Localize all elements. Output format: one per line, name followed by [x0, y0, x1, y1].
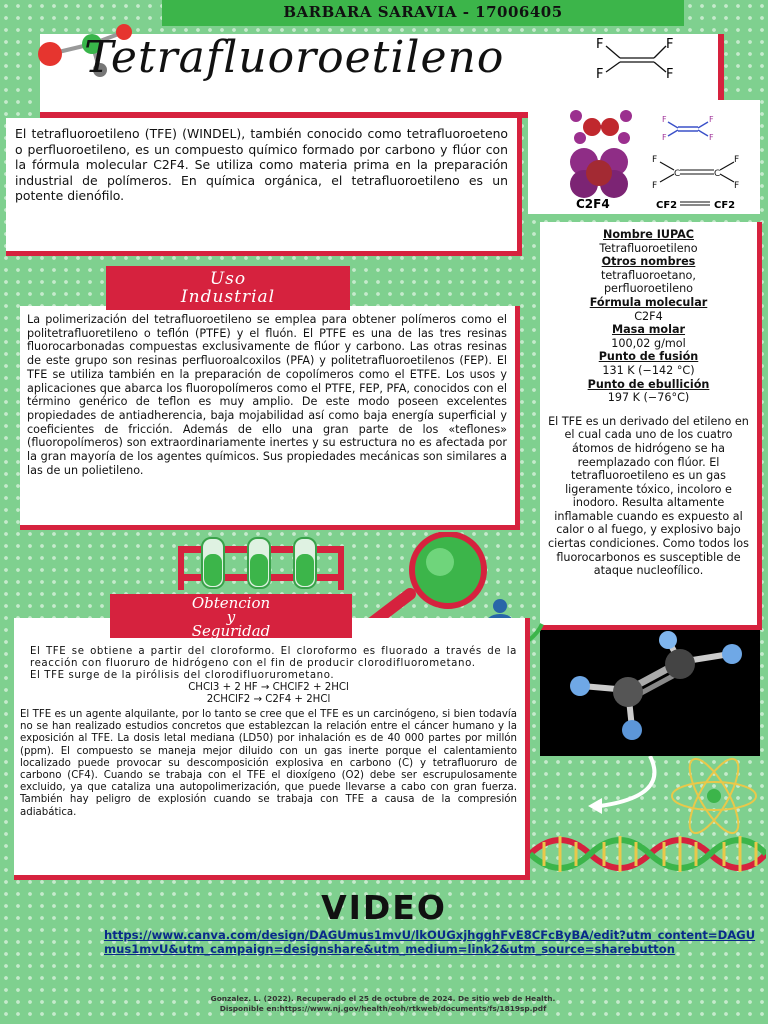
melting-point-label: Punto de fusión [598, 350, 699, 364]
svg-text:F: F [709, 115, 714, 124]
citation-line-2: Disponible en:https://www.nj.gov/health/eoh/rtkweb/documents/fs/1819sp.pdf [219, 1004, 547, 1013]
other-names-value-1: tetrafluoroetano, [601, 268, 696, 282]
svg-text:F: F [662, 115, 667, 124]
svg-text:F: F [734, 181, 740, 191]
formula-label: Fórmula molecular [589, 295, 708, 309]
obtencion-heading [110, 594, 352, 638]
boiling-point-value: 197 K (−76°C) [607, 391, 690, 405]
boiling-point-label: Punto de ebullición [587, 377, 710, 391]
uso-industrial-text: La polimerización del tetrafluoroetileno se emplea para obtener polímeros como el politetrafluoretileno o teflón (PTFE) y el fluón. El PTFE es una de las tres resinas fluorocarbonadas compuestas exclusivamente de flúor y carbono. Las otras resinas de este grupo son resinas perfluoroalcoxilos (PFA) y politetrafluoroetilenos (FEP). El TFE se utiliza también en la preparación de copolímeros como el ETFE. Los usos y aplicaciones que abarca los fluoropolímeros como el PTFE, FEP, PFA, conocidos con el término genérico de teflon es muy amplio. De este modo poseen excelentes propiedades de antiadherencia, baja mojabilidad así como baja energía superficial y coeficientes de fricción. Además de ello una gran parte de los «teflones» (fluoropolímeros) son extraordinariamente inertes y su estructura no es afectada por la gran mayoría de los agentes químicos. Sus propiedades mecánicas son similares a las de un polietileno. [27, 313, 507, 477]
bond-left-label: CF2 [656, 200, 678, 211]
svg-text:C: C [674, 169, 681, 179]
molar-mass-label: Masa molar [611, 323, 686, 337]
svg-text:F: F [652, 181, 658, 191]
molecule-3d-image [540, 630, 760, 756]
author-banner: BARBARA SARAVIA - 17006405 [162, 0, 684, 26]
svg-text:F: F [666, 67, 674, 82]
svg-text:F: F [666, 37, 674, 52]
obtencion-heading-line-2: y [226, 608, 236, 626]
melting-point-value: 131 K (−142 °C) [602, 363, 695, 377]
iupac-label: Nombre IUPAC [602, 228, 694, 241]
other-names-label: Otros nombres [601, 255, 696, 269]
seguridad-text: El TFE es un agente alquilante, por lo tanto se cree que el TFE es un carcinógeno, si bien todavía no se han realizado estudios concretos que establezcan la relación entre el cáncer humano y la exposición al TFE. La dosis letal mediana (LD50) por inhalación es de 40 000 partes por millón (ppm). El compuesto se maneja mejor diluido con un gas inerte porque el calentamiento localizado puede provocar su descomposición explosiva en carbono (C) y tetrafluoruro de carbono (CF4). Cuando se trabaja con el TFE el dioxígeno (O2) debe ser escrupulosamente excluido, ya que cataliza una autopolimerización, que puede llevarse a cabo con gran fuerza. También hay peligro de explosión cuando se trabaja con TFE a causa de la compresión adiabática. [20, 709, 517, 818]
reaction-2: 2CHClF2 → C2F4 + 2HCl [206, 694, 331, 705]
molecule-diagram [528, 100, 760, 214]
intro-card [6, 118, 522, 256]
uso-industrial-card [20, 306, 520, 530]
page-title: Tetrafluoroetileno [84, 32, 505, 83]
bond-right-label: CF2 [714, 200, 736, 211]
iupac-value: Tetrafluoroetileno [599, 241, 698, 255]
svg-text:F: F [709, 133, 714, 142]
obtencion-para-1: El TFE se obtiene a partir del cloroformo. El cloroformo es fluorado a través de la reacción con fluoruro de hidrógeno con el fin de producir clorodifluorometano. [30, 646, 517, 669]
svg-text:F: F [596, 67, 604, 82]
obtencion-heading-line-1: Obtencion [191, 594, 271, 612]
obtencion-para-2: El TFE surge de la pirólisis del clorodifluorurometano. [30, 670, 335, 681]
obtencion-card [14, 618, 530, 880]
uso-heading-line-1: Uso [209, 269, 247, 289]
other-names-value-2: perfluoroetileno [603, 282, 694, 296]
molar-mass-value: 100,02 g/mol [611, 336, 686, 350]
structural-formula-icon [590, 34, 685, 86]
svg-text:F: F [734, 155, 740, 165]
properties-description: El TFE es un derivado del etileno en el cual cada uno de los cuatro átomos de hidrógeno se ha reemplazado con flúor. El tetrafluoroetileno es un gas ligeramente tóxico, incoloro e inodoro. Resulta altamente inflamable cuando es expuesto al calor o al fuego, y explosivo bajo ciertas condiciones. Como todos los fluorocarbonos es susceptible de ataque nucleofílico. [548, 414, 749, 578]
svg-text:F: F [652, 155, 658, 165]
intro-text: El tetrafluoroetileno (TFE) (WINDEL), también conocido como tetrafluoroeteno o perfluoroetileno, es un compuesto químico formado por carbono y flúor con la fórmula molecular C2F4. Se utiliza como materia prima en la preparación industrial de polímeros. En química orgánica, el tetrafluoroetileno es un potente dienófilo. [15, 126, 508, 203]
video-heading: VIDEO [321, 888, 447, 927]
obtencion-heading-line-3: Seguridad [191, 622, 271, 640]
formula-value: C2F4 [634, 309, 663, 323]
test-tubes-icon [176, 536, 346, 590]
svg-text:F: F [662, 133, 667, 142]
svg-text:F: F [596, 37, 604, 52]
citation [148, 994, 618, 1014]
svg-text:C: C [714, 169, 721, 179]
citation-line-1: Gonzalez. L. (2022). Recuperado el 25 de octubre de 2024. De sitio web de Health. [210, 994, 556, 1003]
dna-icon [530, 826, 766, 882]
reaction-1: CHCl3 + 2 HF → CHClF2 + 2HCl [188, 682, 349, 693]
uso-industrial-heading [106, 266, 350, 310]
properties-card [540, 222, 762, 630]
uso-heading-line-2: Industrial [180, 287, 276, 307]
formula-label: C2F4 [576, 197, 610, 211]
video-link[interactable]: https://www.canva.com/design/DAGUmus1mvU/lkOUGxjhgghFvE8CFcByBA/edit?utm_content=DAGUmus1mvU&utm_campaign=designshare&utm_medium=link2&utm_source=sharebutton [104, 928, 756, 956]
